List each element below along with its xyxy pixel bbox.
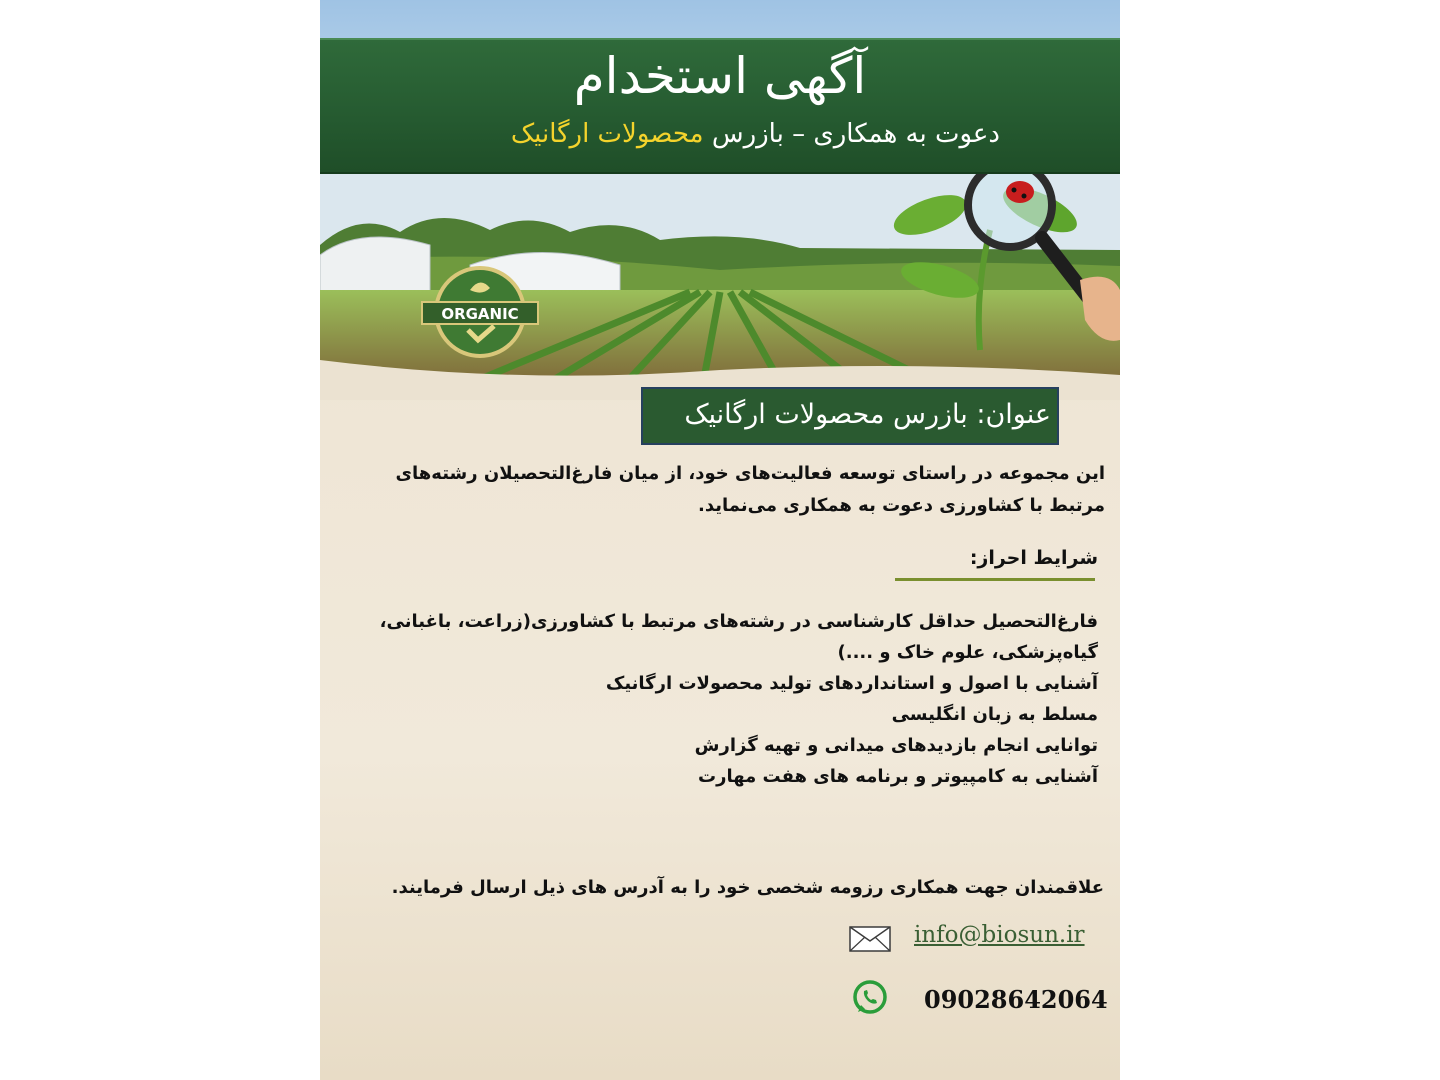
- job-title: عنوان: بازرس محصولات ارگانیک: [684, 399, 1051, 430]
- subtitle-highlight: محصولات ارگانیک: [510, 119, 704, 149]
- envelope-icon: [849, 926, 891, 952]
- list-item: مسلط به زبان انگلیسی: [891, 704, 1098, 725]
- list-item: آشنایی با اصول و استانداردهای تولید محصولات ارگانیک: [605, 673, 1098, 694]
- page-subtitle: [511, 116, 1000, 152]
- list-item: فارغ‌التحصیل حداقل کارشناسی در رشته‌های مرتبط با کشاورزی(زراعت، باغبانی، گیاه‌پزشکی، علوم خاک و ....): [379, 611, 1098, 663]
- subtitle-prefix: دعوت به همکاری – بازرس: [703, 119, 1000, 149]
- header-banner: [320, 38, 1120, 174]
- job-poster: [320, 0, 1120, 1080]
- email-link[interactable]: info@biosun.ir: [914, 922, 1085, 948]
- apply-text: علاقمندان جهت همکاری رزومه شخصی خود را به آدرس های ذیل ارسال فرمایند.: [391, 877, 1104, 898]
- requirements-list: [358, 606, 1098, 792]
- phone-number[interactable]: 09028642064: [924, 985, 1108, 1014]
- list-item: آشنایی به کامپیوتر و برنامه های هفت مهارت: [698, 766, 1098, 787]
- list-item: توانایی انجام بازدیدهای میدانی و تهیه گزارش: [694, 735, 1098, 756]
- requirements-heading: شرایط احراز:: [969, 547, 1098, 569]
- page-title: آگهی استخدام: [573, 47, 867, 105]
- job-title-box: [641, 387, 1059, 445]
- heading-underline: [895, 578, 1095, 581]
- organic-badge-label: ORGANIC: [441, 305, 519, 323]
- organic-badge: [420, 262, 540, 362]
- intro-text: این مجموعه در راستای توسعه فعالیت‌های خود، از میان فارغ‌التحصیلان رشته‌های مرتبط با کشاورزی دعوت به همکاری می‌نماید.: [395, 463, 1105, 516]
- whatsapp-icon: [850, 978, 890, 1018]
